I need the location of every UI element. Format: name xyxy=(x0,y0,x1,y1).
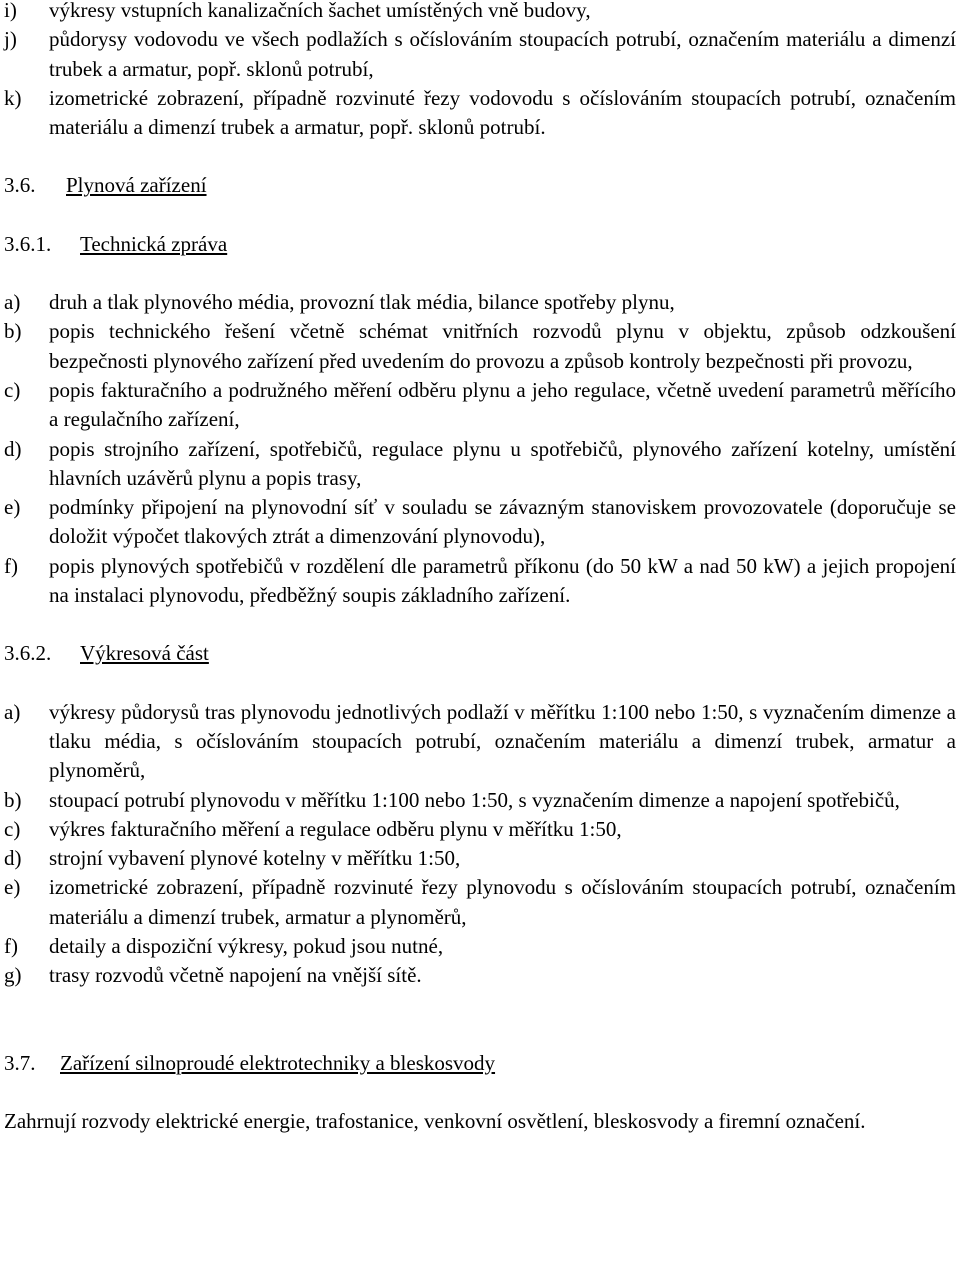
list-item-text: výkres fakturačního měření a regulace odběru plynu v měřítku 1:50, xyxy=(49,816,622,841)
list-item xyxy=(4,932,956,961)
list-item-text: stoupací potrubí plynovodu v měřítku 1:100 nebo 1:50, s vyznačením dimenze a napojení spotřebičů, xyxy=(49,787,900,812)
section-title: Plynová zařízení xyxy=(66,173,207,198)
list-item-text: podmínky připojení na plynovodní síť v souladu se závazným stanoviskem provozovatele (doporučuje se doložit výpočet tlakových ztrát a dimenzování plynovodu), xyxy=(49,495,956,549)
list-item xyxy=(4,698,956,786)
list-item-label: c) xyxy=(4,816,21,841)
list-item-label: d) xyxy=(4,436,22,461)
list-item-text: výkresy vstupních kanalizačních šachet umístěných vně budovy, xyxy=(49,0,591,22)
list-item xyxy=(4,844,956,873)
list-item xyxy=(4,288,956,317)
list-item-label: f) xyxy=(4,934,18,959)
list-item-text: popis plynových spotřebičů v rozdělení dle parametrů příkonu (do 50 kW a nad 50 kW) a jejich propojení na instalaci plynovodu, předběžný soupis základního zařízení. xyxy=(49,553,956,608)
list-3-6-2 xyxy=(4,698,956,991)
list-item-label: d) xyxy=(4,846,22,871)
list-item-text: popis fakturačního a podružného měření odběru plynu a jeho regulace, včetně uvedení parametrů měřícího a regulačního zařízení, xyxy=(49,377,956,432)
section-number: 3.6.1. xyxy=(4,231,52,256)
document-page xyxy=(4,0,956,1136)
section-heading-3-6 xyxy=(4,171,956,200)
list-item xyxy=(4,961,956,990)
list-item xyxy=(4,25,956,84)
list-item-label: a) xyxy=(4,290,21,315)
list-item xyxy=(4,493,956,552)
section-heading-3-6-1 xyxy=(4,230,956,259)
list-item-text: popis technického řešení včetně schémat vnitřních rozvodů plynu v objektu, způsob odzkoušení bezpečnosti plynového zařízení před uvedením do provozu a způsob kontroly bezpečnosti při provozu, xyxy=(49,319,956,373)
list-item-label: c) xyxy=(4,377,21,402)
section-number: 3.6. xyxy=(4,173,36,198)
list-item-label: j) xyxy=(4,27,17,52)
list-item xyxy=(4,786,956,815)
section-title: Výkresová část xyxy=(80,641,209,666)
list-item-label: g) xyxy=(4,963,22,988)
section-heading-3-6-2 xyxy=(4,639,956,668)
list-item-label: a) xyxy=(4,699,21,724)
section-title: Technická zpráva xyxy=(80,231,228,256)
list-item-label: i) xyxy=(4,0,17,22)
list-item-label: b) xyxy=(4,787,22,812)
list-item-label: e) xyxy=(4,875,21,900)
section-number: 3.7. xyxy=(4,1050,36,1075)
section-number: 3.6.2. xyxy=(4,641,52,666)
list-item xyxy=(4,552,956,611)
list-item-text: detaily a dispoziční výkresy, pokud jsou nutné, xyxy=(49,934,444,959)
list-3-6-1 xyxy=(4,288,956,610)
list-item xyxy=(4,0,956,25)
list-item xyxy=(4,873,956,932)
list-item xyxy=(4,84,956,143)
list-item-text: strojní vybavení plynové kotelny v měřítku 1:50, xyxy=(49,846,461,871)
list-item xyxy=(4,435,956,494)
list-item xyxy=(4,815,956,844)
list-item-label: e) xyxy=(4,495,21,520)
list-item-text: půdorysy vodovodu ve všech podlažích s očíslováním stoupacích potrubí, označením materiálu a dimenzí trubek a armatur, popř. sklonů potrubí, xyxy=(49,27,956,81)
list-item-text: druh a tlak plynového média, provozní tlak média, bilance spotřeby plynu, xyxy=(49,290,675,315)
list-item-text: trasy rozvodů včetně napojení na vnější sítě. xyxy=(49,963,422,988)
list-item-text: popis strojního zařízení, spotřebičů, regulace plynu u spotřebičů, plynového zařízení kotelny, umístění hlavních uzávěrů plynu a popis trasy, xyxy=(49,436,956,490)
list-item-text: výkresy půdorysů tras plynovodu jednotlivých podlaží v měřítku 1:100 nebo 1:50, s vyznačením dimenze a tlaku média, s očíslováním stoupacích potrubí, označením materiálu a dimenzí trubek, armatur a plynoměrů, xyxy=(49,699,956,783)
section-heading-3-7 xyxy=(4,1049,956,1078)
list-item-label: b) xyxy=(4,319,22,344)
list-item-label: k) xyxy=(4,85,22,110)
list-item-text: izometrické zobrazení, případně rozvinuté řezy plynovodu s očíslováním stoupacích potrubí, označením materiálu a dimenzí trubek, armatur a plynoměrů, xyxy=(49,875,956,929)
list-item xyxy=(4,317,956,376)
list-item-label: f) xyxy=(4,553,18,578)
list-item-text: izometrické zobrazení, případně rozvinuté řezy vodovodu s očíslováním stoupacích potrubí, označením materiálu a dimenzí trubek a armatur, popř. sklonů potrubí. xyxy=(49,85,956,140)
section-3-7-paragraph: Zahrnují rozvody elektrické energie, trafostanice, venkovní osvětlení, bleskosvody a firemní označení. xyxy=(4,1108,866,1133)
list-item xyxy=(4,376,956,435)
list-top xyxy=(4,0,956,142)
section-title: Zařízení silnoproudé elektrotechniky a bleskosvody xyxy=(60,1050,496,1075)
